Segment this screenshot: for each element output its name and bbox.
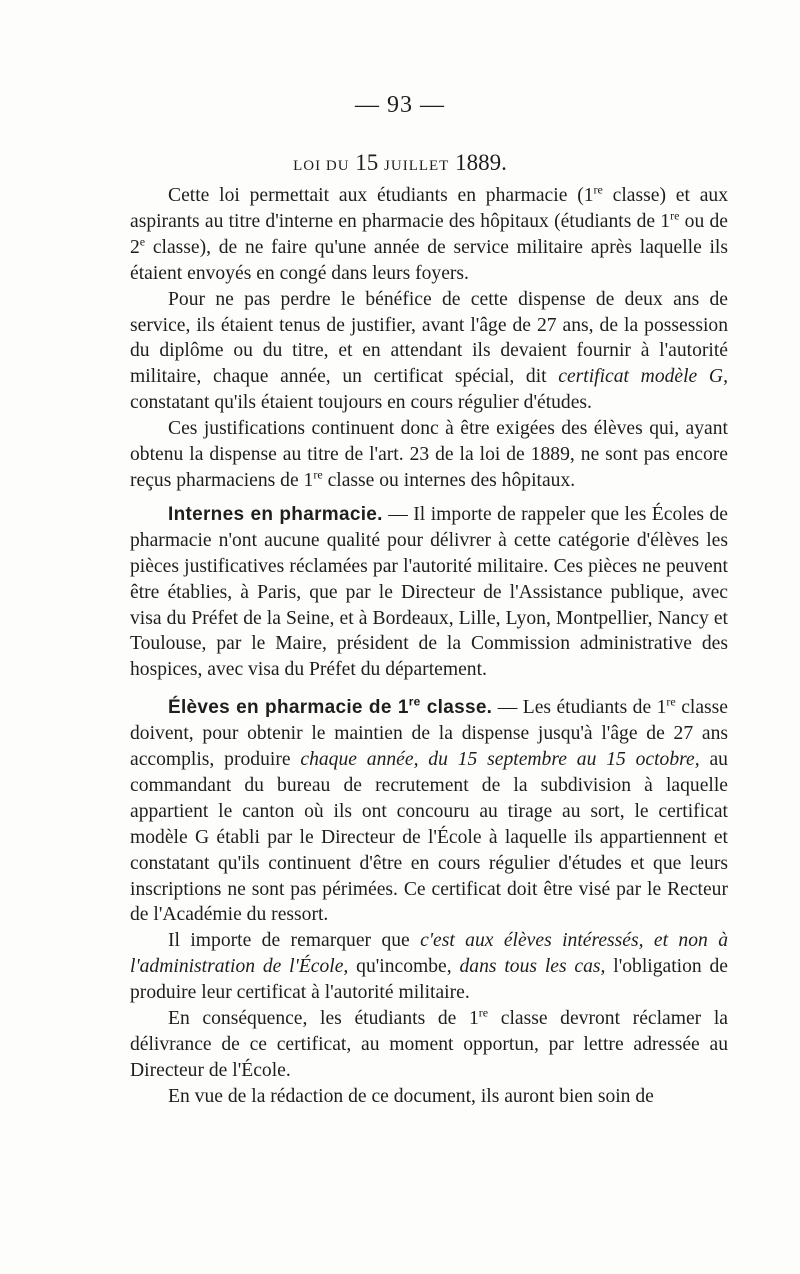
p1-sup-2: re xyxy=(670,208,680,223)
p1-sup-3: e xyxy=(139,234,146,249)
section-title xyxy=(0,150,800,176)
p2-text-b: constatant qu'ils étaient toujours en cours régulier d'études. xyxy=(130,392,592,414)
p1-sup-1: re xyxy=(593,182,603,197)
p5-italic: chaque année, du 15 septembre au 15 octobre, xyxy=(300,749,700,771)
p6-italic-2: dans tous les cas, xyxy=(459,956,606,978)
body-text xyxy=(130,183,728,1110)
p1-text-a: Cette loi permettait aux étudiants en pharmacie (1 xyxy=(168,185,594,206)
p6-italic-1: c'est aux élèves intéressés, et non à l'administration de l'École, xyxy=(130,930,729,978)
heading-eleves-b: classe. xyxy=(420,697,493,719)
heading-eleves-sup: re xyxy=(408,694,421,709)
paragraph-eleves xyxy=(130,695,728,928)
paragraph-2 xyxy=(130,287,728,417)
p2-text-a: Pour ne pas perdre le bénéfice de cette dispense de deux ans de service, ils étaient tenus de justifier, avant l'âge de 27 ans, de la possession du diplôme ou du titre, et en attendant ils devaient fournir à l'autorité militaire, chaque année, un certificat spécial, dit xyxy=(130,288,728,388)
title-date: 15 xyxy=(355,150,379,175)
heading-eleves-a: Élèves en pharmacie de 1 xyxy=(168,697,409,719)
title-year: 1889. xyxy=(455,150,507,175)
p7-sup: re xyxy=(478,1005,489,1020)
paragraph-6 xyxy=(130,928,728,1006)
paragraph-7 xyxy=(130,1006,728,1084)
p3-sup: re xyxy=(313,467,323,482)
p3-text-b: classe ou internes des hôpitaux. xyxy=(322,469,576,491)
p1-text-d: classe), de ne faire qu'une année de service militaire après laquelle ils étaient envoyés en congé dans leurs foyers. xyxy=(130,236,728,284)
p6-text-b: qu'incombe, xyxy=(348,956,460,978)
p5-text-a: — Les étudiants de 1 xyxy=(492,697,667,719)
p5-text-c: au commandant du bureau de recrutement de la subdivision à laquelle appartient le canton où ils ont concouru au tirage au sort, le certificat modèle G établi par le Directeur de l'École à laquelle ils appartiennent et constatant qu'ils continuent d'être en cours régulier d'études et que leurs inscriptions ne sont pas périmées. Ce certificat doit être visé par le Recteur de l'Académie du ressort. xyxy=(130,749,728,926)
p1-text-b: classe) et aux aspirants au titre d'interne en pharmacie des hôpitaux (étudiants de 1 xyxy=(130,185,729,232)
p8-text: En vue de la rédaction de ce document, ils auront bien soin de xyxy=(168,1085,654,1107)
p5-text-b: classe doivent, pour obtenir le maintien de la dispense jusqu'à l'âge de 27 ans accomplis, produire xyxy=(130,697,728,771)
p6-text-c: l'obligation de produire leur certificat à l'autorité militaire. xyxy=(130,956,728,1004)
paragraph-8 xyxy=(130,1084,728,1110)
heading-internes: Internes en pharmacie. xyxy=(168,503,383,525)
heading-eleves xyxy=(168,694,493,719)
paragraph-3 xyxy=(130,416,728,494)
title-month: JUILLET xyxy=(384,158,450,174)
p7-text-a: En conséquence, les étudiants de 1 xyxy=(168,1008,479,1030)
page-number: — 93 — xyxy=(355,92,445,118)
p1-text-c: ou de 2 xyxy=(130,210,728,258)
paragraph-internes xyxy=(130,502,728,683)
p2-italic: certificat modèle G, xyxy=(558,366,728,388)
p3-text-a: Ces justifications continuent donc à être exigées des élèves qui, ayant obtenu la dispense au titre de l'art. 23 de la loi de 1889, ne sont pas encore reçus pharmaciens de 1 xyxy=(130,418,728,491)
p4-text: — Il importe de rappeler que les Écoles de pharmacie n'ont aucune qualité pour délivrer à cette catégorie d'élèves les pièces justificatives réclamées par l'autorité militaire. Ces pièces ne peuvent être établies, à Paris, que par le Directeur de l'Assistance publique, avec visa du Préfet de la Seine, et à Bordeaux, Lille, Lyon, Montpellier, Nancy et Toulouse, par le Maire, président de la Commission administrative des hospices, avec visa du Préfet du département. xyxy=(130,503,728,681)
paragraph-1 xyxy=(130,183,728,287)
title-prefix: LOI DU xyxy=(293,158,350,174)
p6-text-a: Il importe de remarquer que xyxy=(168,930,421,952)
p5-sup: re xyxy=(666,694,676,709)
p7-text-b: classe devront réclamer la délivrance de ce certificat, au moment opportun, par lettre adressée au Directeur de l'École. xyxy=(130,1008,728,1081)
